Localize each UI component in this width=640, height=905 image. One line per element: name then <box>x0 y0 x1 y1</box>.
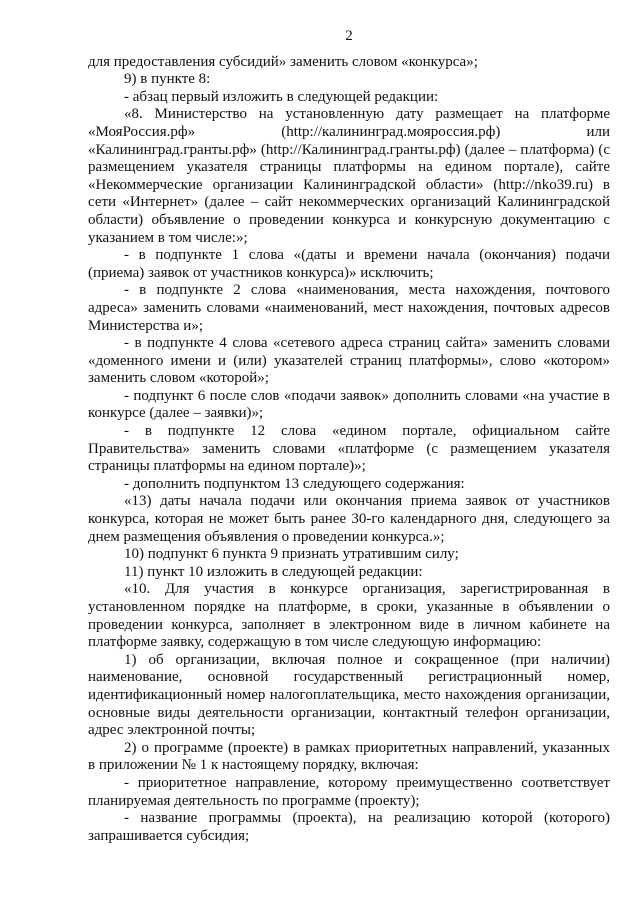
paragraph: - в подпункте 12 слова «едином портале, официальном сайте Правительства» заменить словами «платформе (с размещением указателя страницы платформы на едином портале)»; <box>88 423 610 475</box>
document-body <box>88 54 610 846</box>
paragraph: - дополнить подпунктом 13 следующего содержания: <box>124 475 465 492</box>
paragraph: «10. Для участия в конкурсе организация, зарегистрированная в установленном порядке на платформе, в сроки, указанные в объявлении о проведении конкурса, заполняет в электронном виде в личном кабинете на платформе заявку, содержащую в том числе следующую информацию: <box>88 581 610 651</box>
paragraph: - в подпункте 2 слова «наименования, места нахождения, почтового адреса» заменить словами «наименований, мест нахождения, почтовых адресов Министерства и»; <box>88 282 610 334</box>
paragraph: 10) подпункт 6 пункта 9 признать утратившим силу; <box>124 546 459 563</box>
paragraph: 1) об организации, включая полное и сокращенное (при наличии) наименование, основной государственный регистрационный номер, идентификационный номер налогоплательщика, место нахождения организации, основные виды деятельности организации, контактный телефон организации, адрес электронной почты; <box>88 651 610 739</box>
paragraph: «8. Министерство на установленную дату размещает на платформе «МояРоссия.рф» (http://калининград.мояроссия.рф) или «Калининград.гранты.рф» (http://Калининград.гранты.рф) (далее – платформа) (с размещением указателя страницы платформы на едином портале), сайте «Некоммерческие организации Калининградской области» (http://nko39.ru) в сети «Интернет» (далее – сайт некоммерческих организаций Калининградской области) объявление о проведении конкурса и конкурсную документацию с указанием в том числе:»; <box>88 106 610 246</box>
paragraph: для предоставления субсидий» заменить словом «конкурса»; <box>88 53 478 70</box>
paragraph: - в подпункте 1 слова «(даты и времени начала (окончания) подачи (приема) заявок от участников конкурса)» исключить; <box>88 247 610 281</box>
paragraph: - название программы (проекта), на реализацию которой (которого) запрашивается субсидия; <box>88 810 610 844</box>
paragraph: 9) в пункте 8: <box>124 71 211 88</box>
paragraph: 11) пункт 10 изложить в следующей редакции: <box>124 563 423 580</box>
document-page <box>88 28 610 845</box>
paragraph: 2) о программе (проекте) в рамках приоритетных направлений, указанных в приложении № 1 к настоящему порядку, включая: <box>88 739 610 774</box>
page-number: 2 <box>345 28 353 44</box>
paragraph: «13) даты начала подачи или окончания приема заявок от участников конкурса, которая не может быть ранее 30-го календарного дня, следующего за днем размещения объявления о проведении конкурса.»; <box>88 493 610 545</box>
paragraph: - приоритетное направление, которому преимущественно соответствует планируемая деятельность по программе (проекту); <box>88 774 610 809</box>
paragraph: - абзац первый изложить в следующей редакции: <box>124 88 439 105</box>
paragraph: - в подпункте 4 слова «сетевого адреса страниц сайта» заменить словами «доменного имени и (или) указателей страниц платформы», слово «котором» заменить словом «которой»; <box>88 335 610 387</box>
paragraph: - подпункт 6 после слов «подачи заявок» дополнить словами «на участие в конкурсе (далее – заявки)»; <box>88 387 610 422</box>
